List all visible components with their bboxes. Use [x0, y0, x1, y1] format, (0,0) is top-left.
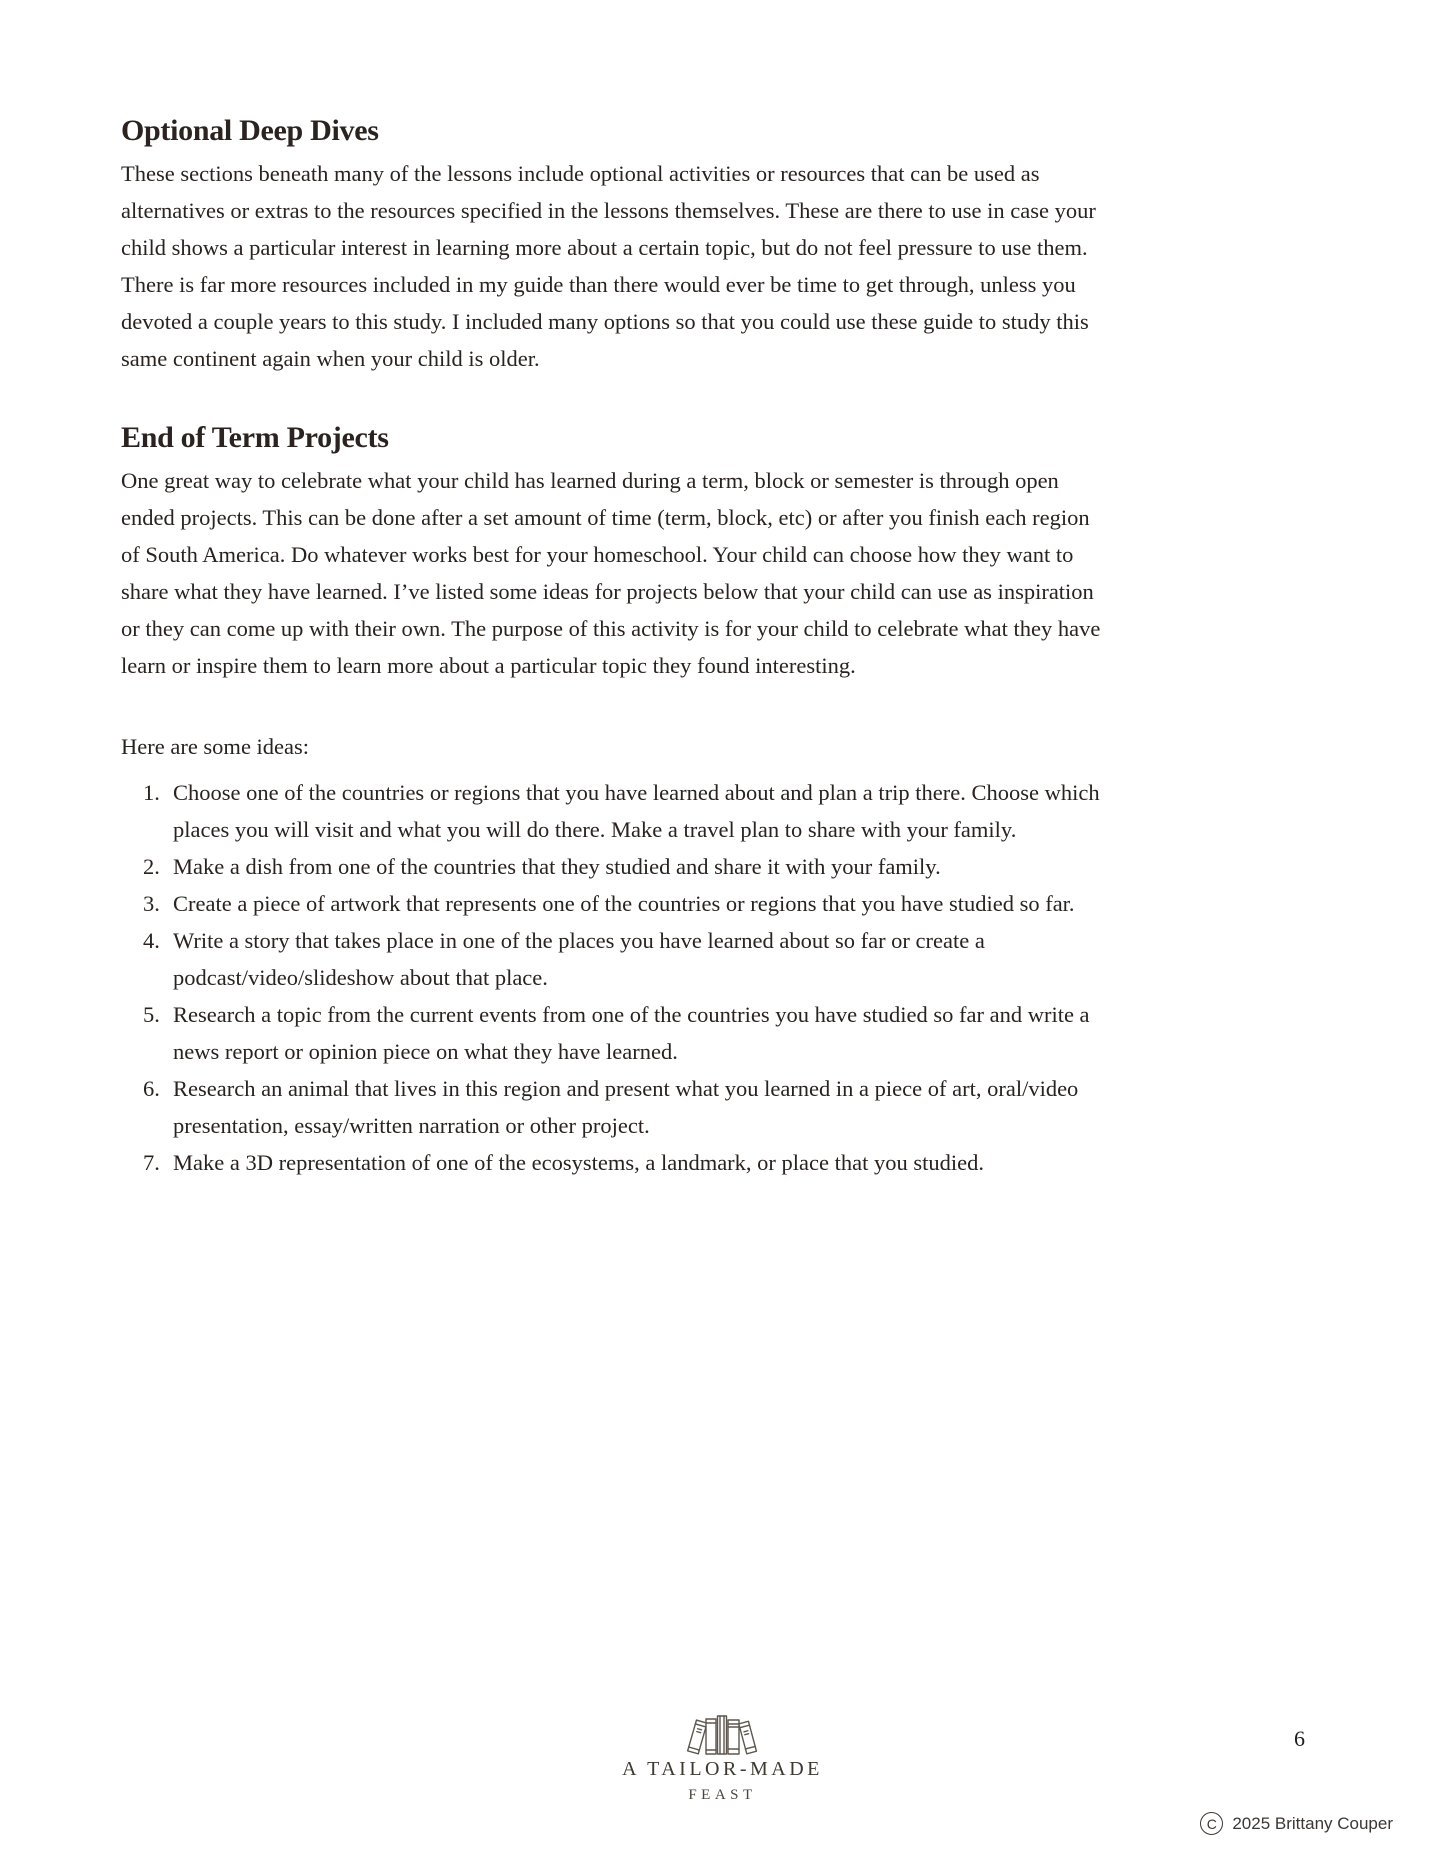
section-body-optional-deep-dives: These sections beneath many of the lessons include optional activities or resources that can be used as alternatives or extras to the resources specified in the lessons themselves. These are there to use in case your child shows a particular interest in learning more about a certain topic, but do not feel pressure to use them. There is far more resources included in my guide than there would ever be time to get through, unless you devoted a couple years to this study. I included many options so that you could use these guide to study this same continent again when your child is older. [121, 161, 1096, 371]
section-optional-deep-dives [121, 114, 1113, 377]
books-icon [680, 1712, 766, 1756]
copyright-line [1200, 1812, 1393, 1835]
list-item: Choose one of the countries or regions that you have learned about and plan a trip there. Choose which places you will visit and what you will do there. Make a travel plan to share with your family. [173, 780, 1100, 842]
list-item: Create a piece of artwork that represents one of the countries or regions that you have studied so far. [173, 891, 1075, 916]
section-heading-end-of-term-projects: End of Term Projects [121, 421, 389, 454]
brand-subtitle: FEAST [688, 1787, 757, 1803]
section-heading-optional-deep-dives: Optional Deep Dives [121, 114, 379, 147]
ideas-list [121, 774, 1113, 1181]
copyright-text: 2025 Brittany Couper [1232, 1813, 1393, 1833]
copyright-icon: C [1200, 1812, 1223, 1835]
page-number: 6 [1294, 1726, 1305, 1751]
list-item: Make a 3D representation of one of the ecosystems, a landmark, or place that you studied. [173, 1150, 984, 1175]
ideas-intro: Here are some ideas: [121, 734, 310, 759]
list-item: Make a dish from one of the countries that they studied and share it with your family. [173, 854, 941, 879]
brand-name: A TAILOR-MADE [622, 1758, 823, 1780]
brand-logo [573, 1712, 873, 1804]
section-body-end-of-term-projects: One great way to celebrate what your child has learned during a term, block or semester is through open ended projects. This can be done after a set amount of time (term, block, etc) or after you finish each region of South America. Do whatever works best for your homeschool. Your child can choose how they want to share what they have learned. I’ve listed some ideas for projects below that your child can use as inspiration or they can come up with their own. The purpose of this activity is for your child to celebrate what they have learn or inspire them to learn more about a particular topic they found interesting. [121, 468, 1101, 678]
page-content [121, 114, 1113, 1181]
list-item: Write a story that takes place in one of the places you have learned about so far or create a podcast/video/slideshow about that place. [173, 928, 985, 990]
list-item: Research a topic from the current events from one of the countries you have studied so far and write a news report or opinion piece on what they have learned. [173, 1002, 1090, 1064]
section-end-of-term-projects [121, 421, 1113, 684]
list-item: Research an animal that lives in this region and present what you learned in a piece of art, oral/video presentation, essay/written narration or other project. [173, 1076, 1079, 1138]
